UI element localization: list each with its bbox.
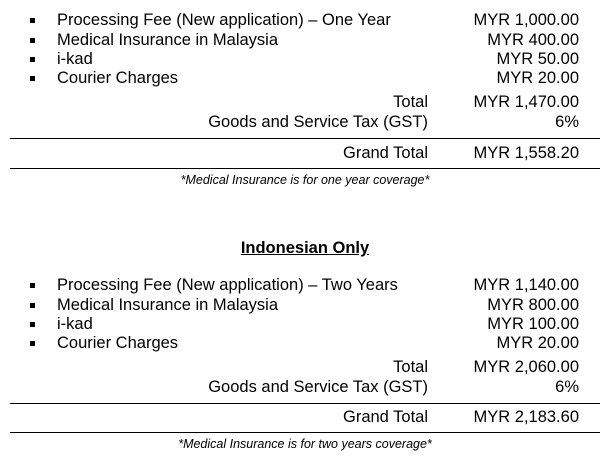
fee-item-medical-insurance — [0, 31, 610, 50]
fee-item-i-kad — [0, 50, 610, 69]
bullet-icon — [30, 341, 35, 346]
grand-total-value: MYR 2,183.60 — [473, 408, 579, 426]
fee-item-courier-charges — [0, 69, 610, 88]
total-row — [0, 358, 610, 377]
grand-total-value: MYR 1,558.20 — [473, 144, 579, 162]
total-value: MYR 1,470.00 — [473, 93, 579, 111]
grand-total-row — [0, 144, 610, 163]
fee-item-amount: MYR 100.00 — [487, 315, 579, 333]
grand-total-label: Grand Total — [343, 144, 428, 162]
bullet-icon — [30, 18, 35, 23]
divider-line — [10, 168, 600, 169]
bullet-icon — [30, 322, 35, 327]
fee-item-processing-fee — [0, 11, 610, 30]
fee-item-medical-insurance — [0, 296, 610, 315]
fee-item-amount: MYR 800.00 — [487, 296, 579, 314]
fee-item-label: Medical Insurance in Malaysia — [57, 31, 279, 49]
gst-label: Goods and Service Tax (GST) — [208, 113, 428, 131]
coverage-note: *Medical Insurance is for one year coverage* — [180, 173, 430, 187]
bullet-icon — [30, 76, 35, 81]
divider-line — [10, 403, 600, 404]
fee-item-label: Processing Fee (New application) – One Year — [57, 11, 391, 29]
bullet-icon — [30, 303, 35, 308]
fee-item-amount: MYR 400.00 — [487, 31, 579, 49]
fee-item-amount: MYR 1,000.00 — [473, 11, 579, 29]
fee-item-i-kad — [0, 315, 610, 334]
coverage-note: *Medical Insurance is for two years coverage* — [178, 437, 432, 451]
fee-item-label: i-kad — [57, 315, 93, 333]
total-label: Total — [393, 93, 428, 111]
gst-row — [0, 378, 610, 397]
fee-item-label: Courier Charges — [57, 69, 179, 87]
fee-item-label: Processing Fee (New application) – Two Years — [57, 276, 398, 294]
total-label: Total — [393, 358, 428, 376]
total-value: MYR 2,060.00 — [473, 358, 579, 376]
gst-row — [0, 113, 610, 132]
gst-value: 6% — [555, 113, 579, 131]
bullet-icon — [30, 283, 35, 288]
fee-item-amount: MYR 50.00 — [496, 50, 579, 68]
grand-total-label: Grand Total — [343, 408, 428, 426]
fee-item-amount: MYR 20.00 — [496, 334, 579, 352]
fee-item-label: Courier Charges — [57, 334, 179, 352]
fee-item-label: i-kad — [57, 50, 93, 68]
fee-item-label: Medical Insurance in Malaysia — [57, 296, 279, 314]
divider-line — [10, 138, 600, 139]
bullet-icon — [30, 57, 35, 62]
gst-value: 6% — [555, 378, 579, 396]
fee-item-amount: MYR 20.00 — [496, 69, 579, 87]
fee-item-courier-charges — [0, 334, 610, 353]
grand-total-row — [0, 408, 610, 427]
total-row — [0, 93, 610, 112]
gst-label: Goods and Service Tax (GST) — [208, 378, 428, 396]
fee-item-processing-fee — [0, 276, 610, 295]
fee-item-amount: MYR 1,140.00 — [473, 276, 579, 294]
section-heading: Indonesian Only — [240, 239, 370, 257]
bullet-icon — [30, 38, 35, 43]
divider-line — [10, 432, 600, 433]
